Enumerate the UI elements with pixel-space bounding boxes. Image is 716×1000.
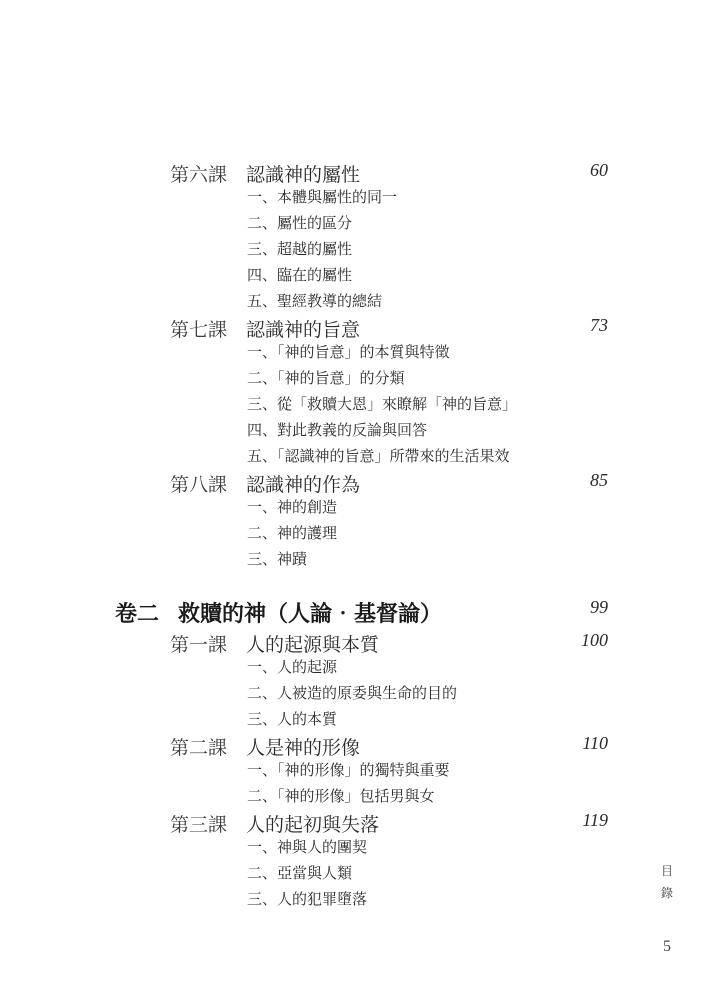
- lesson-title: 人的起源與本質: [246, 634, 380, 656]
- lesson-number: 第三課: [170, 814, 228, 836]
- page-number: 5: [663, 938, 671, 955]
- lesson-number: 第六課: [170, 164, 228, 186]
- toc-lesson-6: [170, 160, 608, 184]
- toc-lesson-8: [170, 470, 608, 494]
- toc-subitem: 一、人的起源: [247, 658, 338, 676]
- toc-lesson-2: [170, 733, 608, 757]
- lesson-page: 85: [590, 470, 608, 490]
- toc-volume-heading: [115, 597, 608, 625]
- lesson-page: 100: [581, 630, 608, 650]
- lesson-title: 人的起初與失落: [246, 814, 380, 836]
- toc-subitem: 一、本體與屬性的同一: [247, 188, 398, 206]
- toc-subitem: 三、從「救贖大恩」來瞭解「神的旨意」: [247, 395, 518, 413]
- lesson-number: 第一課: [170, 634, 228, 656]
- toc-subitem: 二、「神的形像」包括男與女: [247, 787, 435, 805]
- toc-subitem: 三、神蹟: [247, 550, 308, 568]
- toc-subitem: 五、「認識神的旨意」所帶來的生活果效: [247, 447, 510, 465]
- lesson-page: 60: [590, 160, 608, 180]
- lesson-title: 人是神的形像: [246, 737, 361, 759]
- lesson-title: 認識神的屬性: [246, 164, 361, 186]
- toc-subitem: 五、聖經教導的總結: [247, 292, 383, 310]
- toc-subitem: 三、人的本質: [247, 710, 338, 728]
- lesson-title: 認識神的作為: [246, 474, 361, 496]
- lesson-page: 119: [582, 810, 608, 830]
- toc-subitem: 一、神的創造: [247, 498, 338, 516]
- toc-subitem: 二、亞當與人類: [247, 864, 353, 882]
- lesson-number: 第八課: [170, 474, 228, 496]
- toc-subitem: 三、超越的屬性: [247, 240, 353, 258]
- toc-subitem: 一、「神的旨意」的本質與特徵: [247, 343, 450, 361]
- volume-number: 卷二: [115, 601, 160, 627]
- toc-subitem: 四、對此教義的反論與回答: [247, 421, 428, 439]
- toc-subitem: 三、人的犯罪墮落: [247, 890, 368, 908]
- volume-title: 救贖的神（人論‧基督論）: [178, 601, 443, 627]
- toc-subitem: 二、屬性的區分: [247, 214, 353, 232]
- toc-lesson-7: [170, 315, 608, 339]
- lesson-page: 73: [590, 315, 608, 335]
- volume-page: 99: [590, 597, 608, 617]
- lesson-title: 認識神的旨意: [246, 319, 361, 341]
- toc-subitem: 四、臨在的屬性: [247, 266, 353, 284]
- toc-subitem: 二、神的護理: [247, 524, 338, 542]
- lesson-number: 第二課: [170, 737, 228, 759]
- toc-subitem: 二、人被造的原委與生命的目的: [247, 684, 458, 702]
- section-side-label: 目錄: [660, 864, 673, 900]
- lesson-page: 110: [582, 733, 608, 753]
- toc-subitem: 一、神與人的團契: [247, 838, 368, 856]
- toc-lesson-1: [170, 630, 608, 654]
- lesson-number: 第七課: [170, 319, 228, 341]
- toc-subitem: 一、「神的形像」的獨特與重要: [247, 761, 450, 779]
- toc-lesson-3: [170, 810, 608, 834]
- toc-subitem: 二、「神的旨意」的分類: [247, 369, 405, 387]
